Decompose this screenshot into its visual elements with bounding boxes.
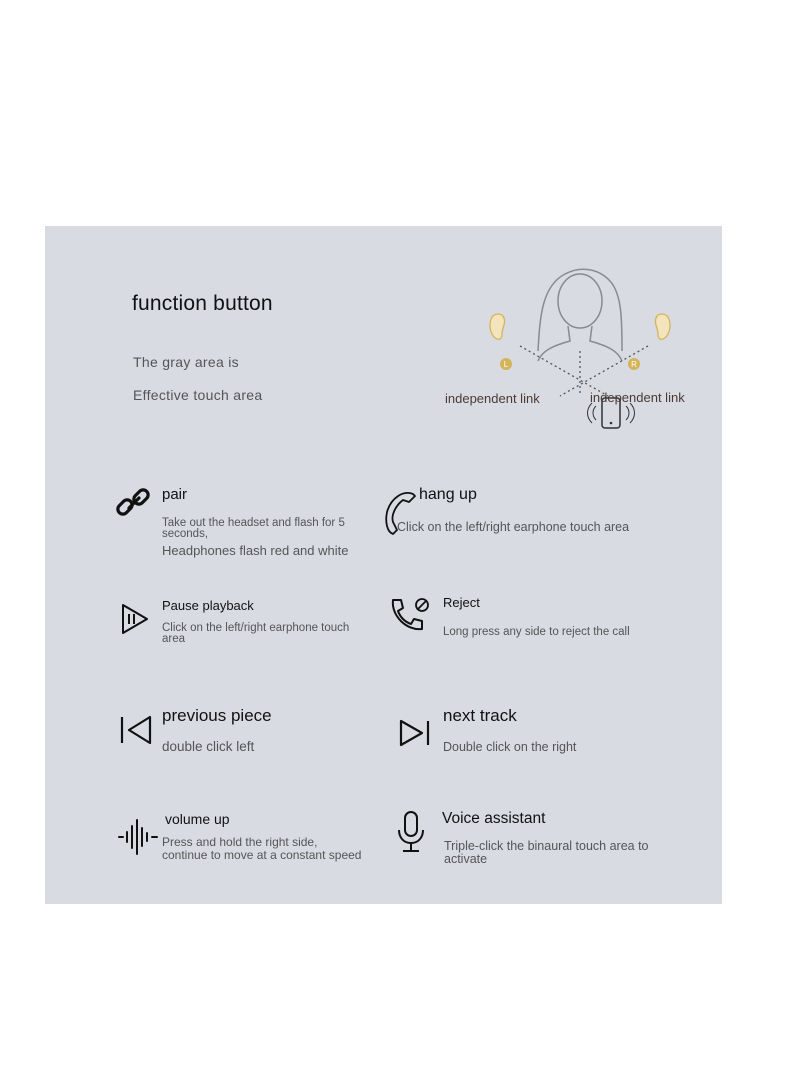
previous-desc: double click left (162, 739, 255, 754)
reject-title: Reject (443, 595, 480, 610)
pair-desc-2: Headphones flash red and white (162, 543, 349, 558)
touch-area-note-line1: The gray area is (133, 354, 239, 370)
touch-area-panel (45, 226, 722, 904)
volume-title: volume up (165, 811, 230, 827)
page-title: function button (132, 292, 273, 315)
sound-wave-icon (117, 816, 159, 858)
previous-title: previous piece (162, 706, 272, 725)
right-badge: R (631, 360, 637, 369)
right-link-label: independent link (590, 390, 685, 405)
phone-reject-icon (387, 596, 431, 636)
pair-desc: Take out the headset and flash for 5 seconds, (162, 517, 345, 540)
next-title: next track (443, 706, 517, 725)
voice-title: Voice assistant (442, 810, 546, 827)
play-pause-icon (120, 602, 150, 636)
previous-track-icon (119, 714, 153, 746)
next-desc: Double click on the right (443, 740, 577, 754)
hangup-desc: Click on the left/right earphone touch area (397, 520, 630, 534)
reject-desc: Long press any side to reject the call (443, 626, 630, 638)
next-track-icon (398, 718, 432, 748)
pause-desc: Click on the left/right earphone touch area (162, 622, 350, 645)
volume-desc: Press and hold the right side, continue to move at a constant speed (162, 835, 362, 862)
pause-title: Pause playback (162, 598, 254, 613)
hangup-title: hang up (419, 486, 477, 503)
pair-title: pair (162, 486, 188, 503)
link-icon (115, 484, 155, 524)
touch-area-note-line2: Effective touch area (133, 387, 263, 403)
voice-desc: Triple-click the binaural touch area to activate (444, 839, 649, 866)
left-badge: L (503, 360, 509, 369)
left-link-label: independent link (445, 391, 540, 406)
microphone-icon (395, 810, 427, 854)
